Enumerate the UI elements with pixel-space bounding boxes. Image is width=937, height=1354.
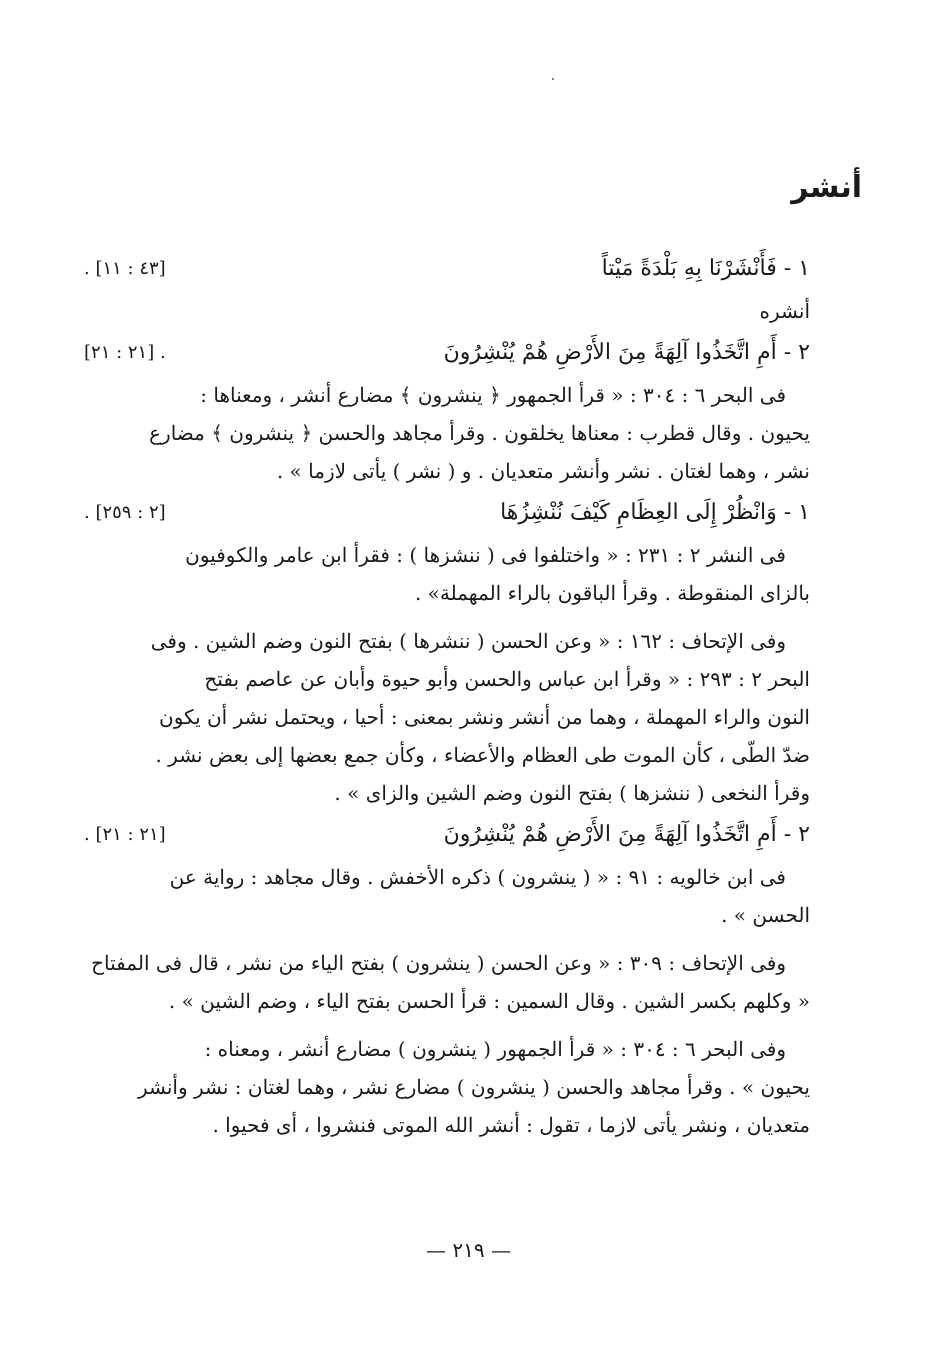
commentary-paragraph [78,376,810,414]
paragraph-line: وفى الإتحاف : ١٦٢ : « وعن الحسن ( ننشرها ) بفتح النون وضم الشين . وفى [150,629,786,653]
paragraph-line: ضدّ الطّى ، كأن الموت طى العظام والأعضاء ، وكأن جمع بعضها إلى بعض نشر . [155,743,810,767]
verse-reference: . [٢ : ٢٥٩] [84,502,166,523]
verse-line [78,490,810,536]
commentary-paragraph-cont [78,574,810,612]
paragraph-line: النون والراء المهملة ، وهما من أنشر ونشر بمعنى : أحيا ، ويحتمل نشر أن يكون [159,705,810,729]
paragraph-line: يحيون » . وقرأ مجاهد والحسن ( ينشرون ) مضارع نشر ، وهما لغتان : نشر وأنشر [137,1075,810,1099]
commentary-paragraph-cont [78,660,810,812]
verse-reference: [٢١ : ٢١] . [84,342,166,363]
paragraph-line: الحسن » . [721,903,810,927]
paragraph-line: البحر ٢ : ٢٩٣ : « وقرأ ابن عباس والحسن وأبو حيوة وأبان عن عاصم بفتح [204,667,810,691]
commentary-paragraph-cont [78,896,810,934]
commentary-paragraph [78,858,810,896]
commentary-paragraph [78,622,810,660]
verse-text: ١ - وَانْظُرْ إِلَى العِظَامِ كَيْفَ نُنْشِزُهَا [500,500,810,525]
paragraph-line: فى النشر ٢ : ٢٣١ : « واختلفوا فى ( ننشزها ) : فقرأ ابن عامر والكوفيون [185,543,786,567]
commentary-paragraph-cont [78,414,810,490]
commentary-paragraph-cont [78,982,810,1020]
paragraph-line: وفى الإتحاف : ٣٠٩ : « وعن الحسن ( ينشرون ) بفتح الياء من نشر ، قال فى المفتاح [91,951,786,975]
page-title: أنشر [791,170,862,205]
verse-text: ٢ - أَمِ اتَّخَذُوا آلِهَةً مِنَ الأَرْضِ هُمْ يُنْشِرُونَ [443,822,810,847]
paragraph-line: « وكلهم بكسر الشين . وقال السمين : قرأ الحسن بفتح الياء ، وضم الشين » . [168,989,810,1013]
verse-text: ٢ - أَمِ اتَّخَذُوا آلِهَةً مِنَ الأَرْضِ هُمْ يُنْشِرُونَ [443,340,810,365]
verse-line [78,246,810,292]
paragraph-line: فى ابن خالويه : ٩١ : « ( ينشرون ) ذكره الأخفش . وقال مجاهد : رواية عن [169,865,786,889]
paragraph-line: متعديان ، ونشر يأتى لازما ، تقول : أنشر الله الموتى فنشروا ، أى فحيوا . [212,1113,810,1137]
verse-text: ١ - فَأَنْشَرْنَا بِهِ بَلْدَةً مَيْتاً [601,256,810,281]
verse-line [78,812,810,858]
paragraph-line: فى البحر ٦ : ٣٠٤ : « قرأ الجمهور ﴿ ينشرون ﴾ مضارع أنشر ، ومعناها : [200,383,786,407]
commentary-paragraph [78,1030,810,1068]
commentary-paragraph [78,944,810,982]
document-body [78,246,810,1144]
page-number: — ٢١٩ — [426,1238,511,1262]
entry-label: أنشره [759,299,810,323]
verse-reference: . [٢١ : ٢١] [84,824,166,845]
paragraph-line: وفى البحر ٦ : ٣٠٤ : « قرأ الجمهور ( ينشرون ) مضارع أنشر ، ومعناه : [204,1037,786,1061]
verse-line [78,330,810,376]
verse-reference: . [٤٣ : ١١] [84,258,166,279]
paragraph-line: نشر ، وهما لغتان . نشر وأنشر متعديان . و ( نشر ) يأتى لازما » . [276,459,810,483]
scan-speck [552,78,554,80]
paragraph-line: يحيون . وقال قطرب : معناها يخلقون . وقرأ مجاهد والحسن ﴿ ينشرون ﴾ مضارع [149,421,810,445]
paragraph-line: وقرأ النخعى ( ننشزها ) بفتح النون وضم الشين والزاى » . [334,781,810,805]
commentary-paragraph-cont [78,1068,810,1144]
paragraph-line: بالزاى المنقوطة . وقرأ الباقون بالراء المهملة» . [414,581,810,605]
commentary-paragraph [78,536,810,574]
